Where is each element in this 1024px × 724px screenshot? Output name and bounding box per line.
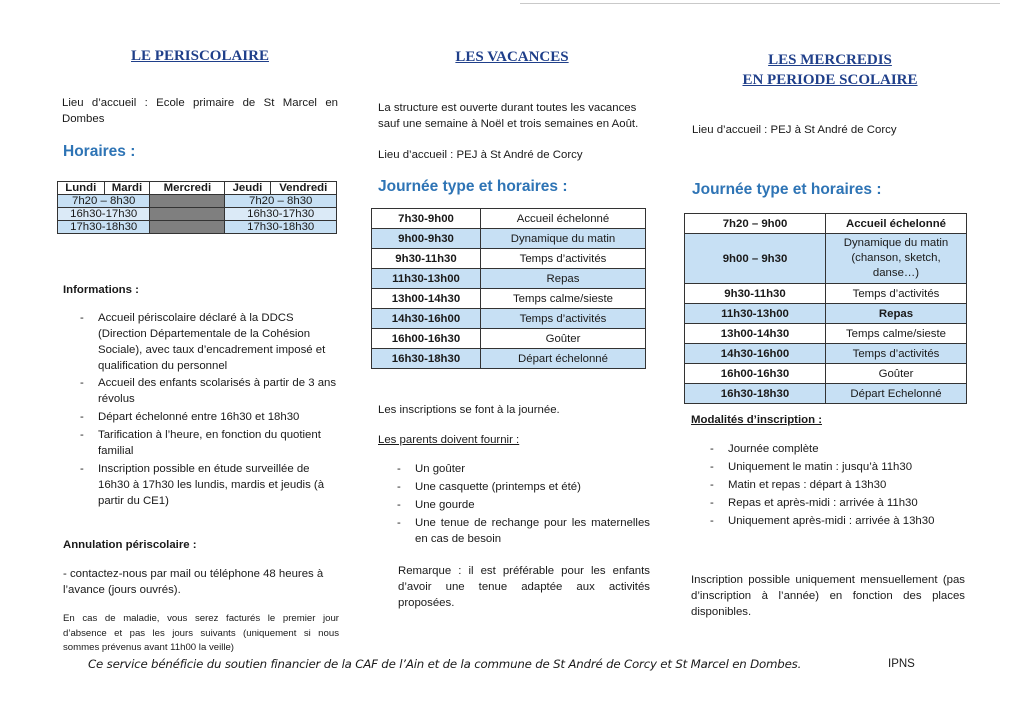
- list-item: - Tarification à l’heure, en fonction du quotient familial: [76, 427, 338, 459]
- informations-list: [76, 310, 338, 509]
- schedule-activity: Goûter: [481, 329, 646, 349]
- list-item: - Journée complète: [706, 441, 968, 457]
- schedule-activity: Accueil échelonné: [481, 209, 646, 229]
- schedule-activity: Dynamique du matin (chanson, sketch, danse…): [826, 234, 967, 284]
- horaire-lun-mar: 16h30-17h30: [58, 208, 150, 221]
- annulation-text: - contactez-nous par mail ou téléphone 48 heures à l’avance (jours ouvrés).: [63, 568, 324, 596]
- col-jeudi: Jeudi: [225, 182, 270, 195]
- table-row: [372, 309, 646, 329]
- col-mardi: Mardi: [104, 182, 150, 195]
- informations-heading: Informations :: [63, 284, 139, 296]
- vacances-remarque: Remarque : il est préférable pour les enfants d’avoir une tenue adaptée aux activités proposées.: [398, 565, 650, 609]
- annulation-heading: Annulation périscolaire :: [63, 539, 197, 551]
- mercredi-closed: [150, 208, 225, 221]
- table-row: [685, 304, 967, 324]
- table-row: [372, 209, 646, 229]
- vacances-intro: La structure est ouverte durant toutes les vacances sauf une semaine à Noël et trois semaines en Août.: [378, 102, 639, 130]
- mercredis-schedule-table: [684, 213, 967, 404]
- modalites-list: [706, 441, 968, 529]
- horaire-lun-mar: 7h20 – 8h30: [58, 195, 150, 208]
- vacances-journee-heading: Journée type et horaires :: [378, 178, 568, 195]
- col-mercredi: Mercredi: [150, 182, 225, 195]
- schedule-time: 9h30-11h30: [372, 249, 481, 269]
- periscolaire-title: LE PERISCOLAIRE: [131, 48, 269, 64]
- horaire-lun-mar: 17h30-18h30: [58, 221, 150, 234]
- schedule-time: 14h30-16h00: [372, 309, 481, 329]
- horaire-jeu-ven: 17h30-18h30: [225, 221, 337, 234]
- list-item: - Une tenue de rechange pour les maternelles en cas de besoin: [393, 515, 650, 547]
- table-row: [372, 289, 646, 309]
- list-item: - Uniquement après-midi : arrivée à 13h30: [706, 513, 968, 529]
- mercredi-closed: [150, 221, 225, 234]
- schedule-time: 9h00 – 9h30: [685, 234, 826, 284]
- schedule-activity: Temps d’activités: [826, 344, 967, 364]
- schedule-time: 16h00-16h30: [685, 364, 826, 384]
- table-row: [372, 229, 646, 249]
- table-row: [372, 269, 646, 289]
- list-item: - Inscription possible en étude surveillée de 16h30 à 17h30 les lundis, mardis et jeudis (à partir du CE1): [76, 461, 338, 509]
- horaires-table: [57, 181, 337, 234]
- list-item: - Une gourde: [393, 497, 650, 513]
- schedule-activity: Temps d’activités: [481, 309, 646, 329]
- schedule-time: 9h30-11h30: [685, 284, 826, 304]
- mercredis-journee-heading: Journée type et horaires :: [692, 181, 882, 198]
- schedule-time: 16h30-18h30: [685, 384, 826, 404]
- list-item: - Départ échelonné entre 16h30 et 18h30: [76, 409, 338, 425]
- table-row: [685, 284, 967, 304]
- mercredis-title-line2: EN PERIODE SCOLAIRE: [742, 72, 918, 88]
- schedule-time: 16h30-18h30: [372, 349, 481, 369]
- schedule-time: 14h30-16h00: [685, 344, 826, 364]
- schedule-activity: Temps calme/sieste: [826, 324, 967, 344]
- vacances-lieu: Lieu d’accueil : PEJ à St André de Corcy: [378, 149, 583, 161]
- list-item: - Repas et après-midi : arrivée à 11h30: [706, 495, 968, 511]
- parents-list: [393, 461, 650, 547]
- vacances-schedule-table: [371, 208, 646, 369]
- table-row: [372, 349, 646, 369]
- col-lundi: Lundi: [58, 182, 105, 195]
- schedule-time: 7h30-9h00: [372, 209, 481, 229]
- mercredi-closed: [150, 195, 225, 208]
- table-row: [685, 214, 967, 234]
- horaire-jeu-ven: 16h30-17h30: [225, 208, 337, 221]
- horaires-heading: Horaires :: [63, 143, 136, 160]
- schedule-activity: Départ échelonné: [481, 349, 646, 369]
- parents-heading: Les parents doivent fournir :: [378, 434, 520, 446]
- vacances-inscriptions: Les inscriptions se font à la journée.: [378, 404, 560, 416]
- schedule-time: 11h30-13h00: [372, 269, 481, 289]
- schedule-time: 11h30-13h00: [685, 304, 826, 324]
- table-row: [58, 195, 337, 208]
- vacances-title: LES VACANCES: [455, 49, 569, 65]
- mercredis-lieu: Lieu d’accueil : PEJ à St André de Corcy: [692, 124, 897, 136]
- table-row: [372, 329, 646, 349]
- list-item: - Accueil périscolaire déclaré à la DDCS (Direction Départementale de la Cohésion Sociale), avec taux d’encadrement imposé et qualification du personnel: [76, 310, 338, 374]
- schedule-activity: Temps d’activités: [481, 249, 646, 269]
- schedule-activity: Repas: [826, 304, 967, 324]
- list-item: - Une casquette (printemps et été): [393, 479, 650, 495]
- schedule-time: 13h00-14h30: [372, 289, 481, 309]
- horaire-jeu-ven: 7h20 – 8h30: [225, 195, 337, 208]
- list-item: - Un goûter: [393, 461, 650, 477]
- modalites-heading: Modalités d’inscription :: [691, 414, 822, 426]
- table-row: [58, 208, 337, 221]
- mercredis-title-line1: LES MERCREDIS: [768, 52, 892, 68]
- table-row: [685, 364, 967, 384]
- table-row: [685, 324, 967, 344]
- schedule-activity: Accueil échelonné: [826, 214, 967, 234]
- schedule-activity: Temps calme/sieste: [481, 289, 646, 309]
- schedule-time: 16h00-16h30: [372, 329, 481, 349]
- scan-top-line: [520, 3, 1000, 4]
- table-row: [685, 234, 967, 284]
- footer-text: Ce service bénéficie du soutien financier de la CAF de l’Ain et de la commune de St André de Corcy et St Marcel en Dombes.: [88, 657, 802, 671]
- schedule-activity: Départ Echelonné: [826, 384, 967, 404]
- schedule-activity: Repas: [481, 269, 646, 289]
- list-item: - Uniquement le matin : jusqu’à 11h30: [706, 459, 968, 475]
- mercredis-inscription-note: Inscription possible uniquement mensuellement (pas d’inscription à l’année) en fonction des places disponibles.: [691, 574, 965, 618]
- schedule-time: 13h00-14h30: [685, 324, 826, 344]
- ipns-label: IPNS: [888, 658, 915, 670]
- schedule-activity: Dynamique du matin: [481, 229, 646, 249]
- list-item: - Matin et repas : départ à 13h30: [706, 477, 968, 493]
- schedule-time: 7h20 – 9h00: [685, 214, 826, 234]
- list-item: - Accueil des enfants scolarisés à partir de 3 ans révolus: [76, 375, 338, 407]
- table-row: [685, 384, 967, 404]
- maladie-text: En cas de maladie, vous serez facturés le premier jour d’absence et pas les jours suivants (uniquement si nous sommes prévenus avant 11h00 la veille): [63, 613, 339, 653]
- table-row: [58, 221, 337, 234]
- schedule-activity: Temps d’activités: [826, 284, 967, 304]
- col-vendredi: Vendredi: [270, 182, 337, 195]
- periscolaire-lieu: Lieu d’accueil : Ecole primaire de St Marcel en Dombes: [62, 97, 338, 125]
- schedule-activity: Goûter: [826, 364, 967, 384]
- schedule-time: 9h00-9h30: [372, 229, 481, 249]
- table-row: [685, 344, 967, 364]
- table-row: [372, 249, 646, 269]
